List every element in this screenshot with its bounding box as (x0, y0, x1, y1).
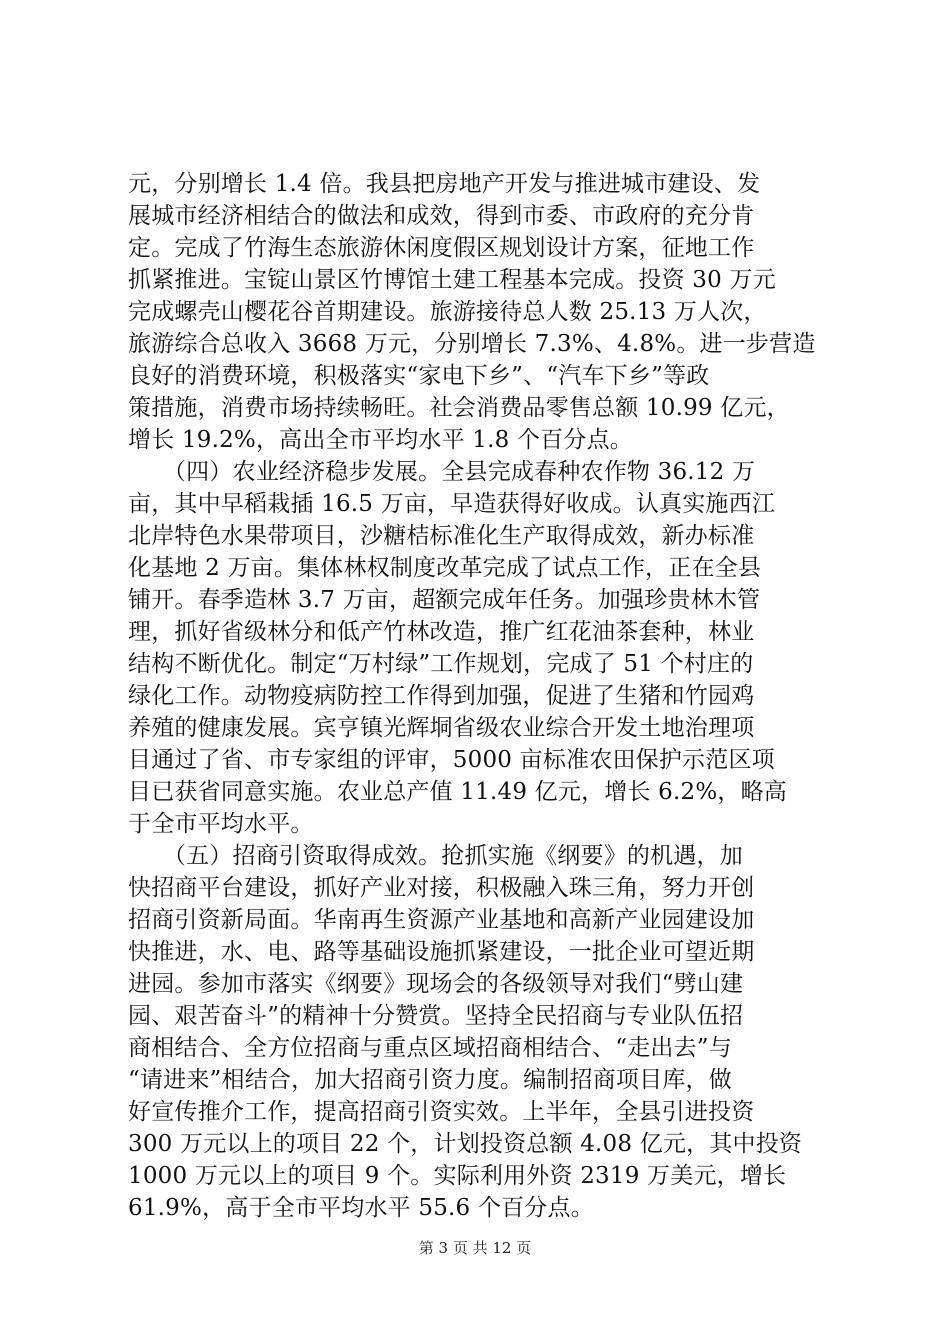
text-line: 1000 万元以上的项目 9 个。实际利用外资 2319 万美元，增长 (128, 1163, 787, 1189)
document-body (128, 168, 828, 1224)
text-line: 化基地 2 万亩。集体林权制度改革完成了试点工作，正在全县 (128, 555, 762, 581)
text-line: 好宣传推介工作，提高招商引资实效。上半年，全县引进投资 (128, 1099, 755, 1125)
text-line: 北岸特色水果带项目，沙糖桔标准化生产取得成效，新办标准 (128, 523, 755, 549)
text-line: 亩，其中早稻栽插 16.5 万亩，早造获得好收成。认真实施西江 (128, 491, 776, 517)
text-line: 养殖的健康发展。宾亨镇光辉垌省级农业综合开发土地治理项 (128, 715, 755, 741)
text-line: 绿化工作。动物疫病防控工作得到加强，促进了生猪和竹园鸡 (128, 683, 755, 709)
text-line: 300 万元以上的项目 22 个，计划投资总额 4.08 亿元，其中投资 (128, 1131, 803, 1157)
text-line: （五）招商引资取得成效。抢抓实施《纲要》的机遇，加 (128, 843, 743, 869)
text-line: 园、艰苦奋斗”的精神十分赞赏。坚持全民招商与专业队伍招 (128, 1003, 744, 1029)
text-line: 元，分别增长 1.4 倍。我县把房地产开发与推进城市建设、发 (128, 171, 761, 197)
text-line: 展城市经济相结合的做法和成效，得到市委、市政府的充分肯 (128, 203, 755, 229)
text-line: 定。完成了竹海生态旅游休闲度假区规划设计方案，征地工作 (128, 235, 755, 261)
text-line: 完成螺壳山樱花谷首期建设。旅游接待总人数 25.13 万人次， (128, 299, 767, 325)
text-line: 61.9%，高于全市平均水平 55.6 个百分点。 (128, 1195, 594, 1221)
text-line: 进园。参加市落实《纲要》现场会的各级领导对我们“劈山建 (128, 971, 744, 997)
text-line: 抓紧推进。宝锭山景区竹博馆土建工程基本完成。投资 30 万元 (128, 267, 776, 293)
text-line: 良好的消费环境，积极落实“家电下乡”、“汽车下乡”等政 (128, 363, 710, 389)
text-line: 快招商平台建设，抓好产业对接，积极融入珠三角，努力开创 (128, 875, 755, 901)
text-line: 于全市平均水平。 (128, 811, 314, 837)
text-line: （四）农业经济稳步发展。全县完成春种农作物 36.12 万 (128, 459, 756, 485)
text-line: 铺开。春季造林 3.7 万亩，超额完成年任务。加强珍贵林木管 (128, 587, 761, 613)
text-line: 快推进，水、电、路等基础设施抓紧建设，一批企业可望近期 (128, 939, 755, 965)
text-line: “请进来”相结合，加大招商引资力度。编制招商项目库，做 (128, 1067, 732, 1093)
text-line: 目已获省同意实施。农业总产值 11.49 亿元，增长 6.2%，略高 (128, 779, 788, 805)
text-line: 商相结合、全方位招商与重点区域招商相结合、“走出去”与 (128, 1035, 732, 1061)
text-line: 理，抓好省级林分和低产竹林改造，推广红花油茶套种，林业 (128, 619, 755, 645)
text-line: 结构不断优化。制定“万村绿”工作规划，完成了 51 个村庄的 (128, 651, 754, 677)
page-number-footer: 第 3 页 共 12 页 (418, 1239, 532, 1257)
text-line: 目通过了省、市专家组的评审，5000 亩标准农田保护示范区项 (128, 747, 775, 773)
text-line: 招商引资新局面。华南再生资源产业基地和高新产业园建设加 (128, 907, 755, 933)
text-line: 策措施，消费市场持续畅旺。社会消费品零售总额 10.99 亿元， (128, 395, 790, 421)
text-line: 增长 19.2%，高出全市平均水平 1.8 个百分点。 (128, 427, 633, 453)
text-line: 旅游综合总收入 3668 万元，分别增长 7.3%、4.8%。进一步营造 (128, 331, 816, 357)
